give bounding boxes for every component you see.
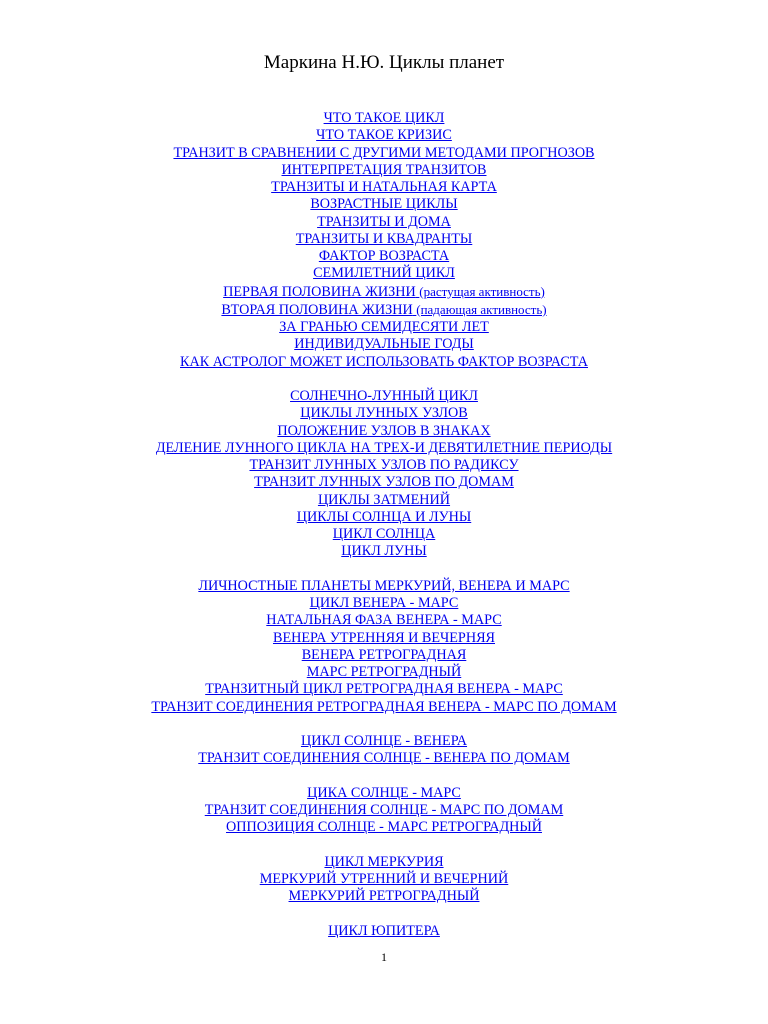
- toc-link-label: ЦИКЛ ЮПИТЕРА: [328, 922, 440, 939]
- toc-link-label: ВЕНЕРА РЕТРОГРАДНАЯ: [301, 646, 467, 663]
- toc-link-label: СЕМИЛЕТНИЙ ЦИКЛ: [313, 265, 455, 282]
- toc-link-label: ТРАНЗИТ СОЕДИНЕНИЯ СОЛНЦЕ - ВЕНЕРА ПО ДОМАМ: [198, 750, 570, 767]
- toc-link[interactable]: [0, 336, 768, 353]
- toc-link[interactable]: [0, 301, 768, 319]
- toc-link-label: ТРАНЗИТ СОЕДИНЕНИЯ РЕТРОГРАДНАЯ ВЕНЕРА - МАРС ПО ДОМАМ: [151, 698, 617, 715]
- toc-link-note: (падающая активность): [416, 301, 547, 317]
- toc-link[interactable]: [0, 819, 768, 836]
- toc-link[interactable]: [0, 457, 768, 474]
- page-number: 1: [381, 950, 387, 964]
- toc-link-label: ЦИКЛ ЛУНЫ: [341, 543, 427, 560]
- toc-link-label: ОППОЗИЦИЯ СОЛНЦЕ - МАРС РЕТРОГРАДНЫЙ: [226, 819, 542, 836]
- toc-link-label: ЧТО ТАКОЕ КРИЗИС: [316, 127, 452, 144]
- toc-link-label: ВЕНЕРА УТРЕННЯЯ И ВЕЧЕРНЯЯ: [272, 629, 495, 646]
- toc-link-label: ВОЗРАСТНЫЕ ЦИКЛЫ: [310, 196, 458, 213]
- toc-link-label: ВТОРАЯ ПОЛОВИНА ЖИЗНИ: [221, 301, 413, 318]
- table-of-contents: [0, 110, 768, 957]
- toc-link[interactable]: [0, 888, 768, 905]
- toc-group: [0, 785, 768, 837]
- toc-link-label: ТРАНЗИТЫ И КВАДРАНТЫ: [295, 230, 473, 247]
- toc-link[interactable]: [0, 785, 768, 802]
- toc-link[interactable]: [0, 543, 768, 560]
- toc-link-label: КАК АСТРОЛОГ МОЖЕТ ИСПОЛЬЗОВАТЬ ФАКТОР ВОЗРАСТА: [180, 353, 588, 370]
- toc-link[interactable]: [0, 750, 768, 767]
- toc-link[interactable]: [0, 733, 768, 750]
- toc-group: [0, 110, 768, 371]
- toc-link[interactable]: [0, 145, 768, 162]
- toc-link-label: ЦИКЛЫ ЗАТМЕНИЙ: [317, 491, 451, 508]
- toc-link-label: ДЕЛЕНИЕ ЛУННОГО ЦИКЛА НА ТРЕХ-И ДЕВЯТИЛЕТНИЕ ПЕРИОДЫ: [155, 439, 613, 456]
- toc-link[interactable]: [0, 630, 768, 647]
- toc-group: [0, 923, 768, 940]
- toc-link[interactable]: [0, 196, 768, 213]
- toc-link-label: ТРАНЗИТНЫЙ ЦИКЛ РЕТРОГРАДНАЯ ВЕНЕРА - МАРС: [205, 681, 563, 698]
- toc-link-label: ТРАНЗИТ ЛУННЫХ УЗЛОВ ПО ДОМАМ: [254, 474, 514, 491]
- toc-link-label: ТРАНЗИТЫ И ДОМА: [317, 213, 451, 230]
- toc-link-note: (растущая активность): [419, 283, 545, 299]
- toc-link[interactable]: [0, 474, 768, 491]
- toc-link-label: ЦИКЛЫ ЛУННЫХ УЗЛОВ: [300, 405, 468, 422]
- toc-link[interactable]: [0, 162, 768, 179]
- toc-link-label: МЕРКУРИЙ УТРЕННИЙ И ВЕЧЕРНИЙ: [259, 871, 509, 887]
- toc-link[interactable]: [0, 664, 768, 681]
- toc-link[interactable]: [0, 265, 768, 282]
- toc-group: [0, 578, 768, 716]
- toc-link[interactable]: [0, 405, 768, 422]
- toc-link[interactable]: [0, 578, 768, 595]
- toc-link[interactable]: [0, 110, 768, 127]
- toc-link-label: ЦИКЛ СОЛНЦА: [332, 526, 436, 542]
- toc-link-label: ЦИКЛ ВЕНЕРА - МАРС: [309, 595, 459, 611]
- toc-link[interactable]: [0, 612, 768, 629]
- toc-link[interactable]: [0, 923, 768, 940]
- toc-link[interactable]: [0, 647, 768, 664]
- toc-link[interactable]: [0, 492, 768, 509]
- toc-group: [0, 854, 768, 906]
- toc-link[interactable]: [0, 214, 768, 231]
- toc-link[interactable]: [0, 319, 768, 336]
- toc-link-label: ЛИЧНОСТНЫЕ ПЛАНЕТЫ МЕРКУРИЙ, ВЕНЕРА И МАРС: [198, 577, 570, 594]
- toc-link-label: ТРАНЗИТ СОЕДИНЕНИЯ СОЛНЦЕ - МАРС ПО ДОМАМ: [204, 802, 564, 818]
- toc-group: [0, 733, 768, 768]
- toc-link[interactable]: [0, 699, 768, 716]
- page-title: Маркина Н.Ю. Циклы планет: [263, 52, 505, 73]
- toc-link[interactable]: [0, 388, 768, 405]
- toc-link[interactable]: [0, 283, 768, 301]
- toc-link[interactable]: [0, 248, 768, 265]
- toc-link-label: ИНДИВИДУАЛЬНЫЕ ГОДЫ: [294, 336, 474, 353]
- toc-link[interactable]: [0, 509, 768, 526]
- toc-link-label: ПЕРВАЯ ПОЛОВИНА ЖИЗНИ: [223, 283, 416, 300]
- toc-link[interactable]: [0, 354, 768, 371]
- toc-link-label: ПОЛОЖЕНИЕ УЗЛОВ В ЗНАКАХ: [277, 422, 491, 439]
- toc-link-label: ЦИКЛЫ СОЛНЦА И ЛУНЫ: [296, 508, 472, 525]
- toc-link[interactable]: [0, 423, 768, 440]
- toc-link[interactable]: [0, 127, 768, 144]
- toc-link-label: МАРС РЕТРОГРАДНЫЙ: [306, 664, 462, 680]
- toc-link[interactable]: [0, 681, 768, 698]
- toc-link-label: ЦИКА СОЛНЦЕ - МАРС: [307, 784, 461, 801]
- toc-link-label: ЦИКЛ СОЛНЦЕ - ВЕНЕРА: [300, 733, 468, 749]
- toc-link-label: ЧТО ТАКОЕ ЦИКЛ: [323, 110, 445, 126]
- toc-link[interactable]: [0, 802, 768, 819]
- toc-link-label: ИНТЕРПРЕТАЦИЯ ТРАНЗИТОВ: [281, 161, 487, 178]
- toc-link-label: ФАКТОР ВОЗРАСТА: [318, 248, 450, 264]
- toc-link[interactable]: [0, 595, 768, 612]
- toc-link[interactable]: [0, 871, 768, 888]
- toc-link-label: НАТАЛЬНАЯ ФАЗА ВЕНЕРА - МАРС: [266, 612, 502, 629]
- toc-link-label: ТРАНЗИТ ЛУННЫХ УЗЛОВ ПО РАДИКСУ: [249, 457, 519, 473]
- toc-link[interactable]: [0, 440, 768, 457]
- toc-link[interactable]: [0, 854, 768, 871]
- toc-link-label: МЕРКУРИЙ РЕТРОГРАДНЫЙ: [288, 888, 480, 905]
- toc-link[interactable]: [0, 526, 768, 543]
- toc-link-label: СОЛНЕЧНО-ЛУННЫЙ ЦИКЛ: [290, 388, 478, 404]
- toc-link[interactable]: [0, 179, 768, 196]
- toc-link-label: ТРАНЗИТЫ И НАТАЛЬНАЯ КАРТА: [271, 179, 497, 195]
- toc-group: [0, 388, 768, 561]
- toc-link-label: ЦИКЛ МЕРКУРИЯ: [324, 853, 444, 870]
- toc-link-label: ЗА ГРАНЬЮ СЕМИДЕСЯТИ ЛЕТ: [279, 319, 489, 335]
- toc-link[interactable]: [0, 231, 768, 248]
- toc-link-label: ТРАНЗИТ В СРАВНЕНИИ С ДРУГИМИ МЕТОДАМИ ПРОГНОЗОВ: [173, 144, 595, 161]
